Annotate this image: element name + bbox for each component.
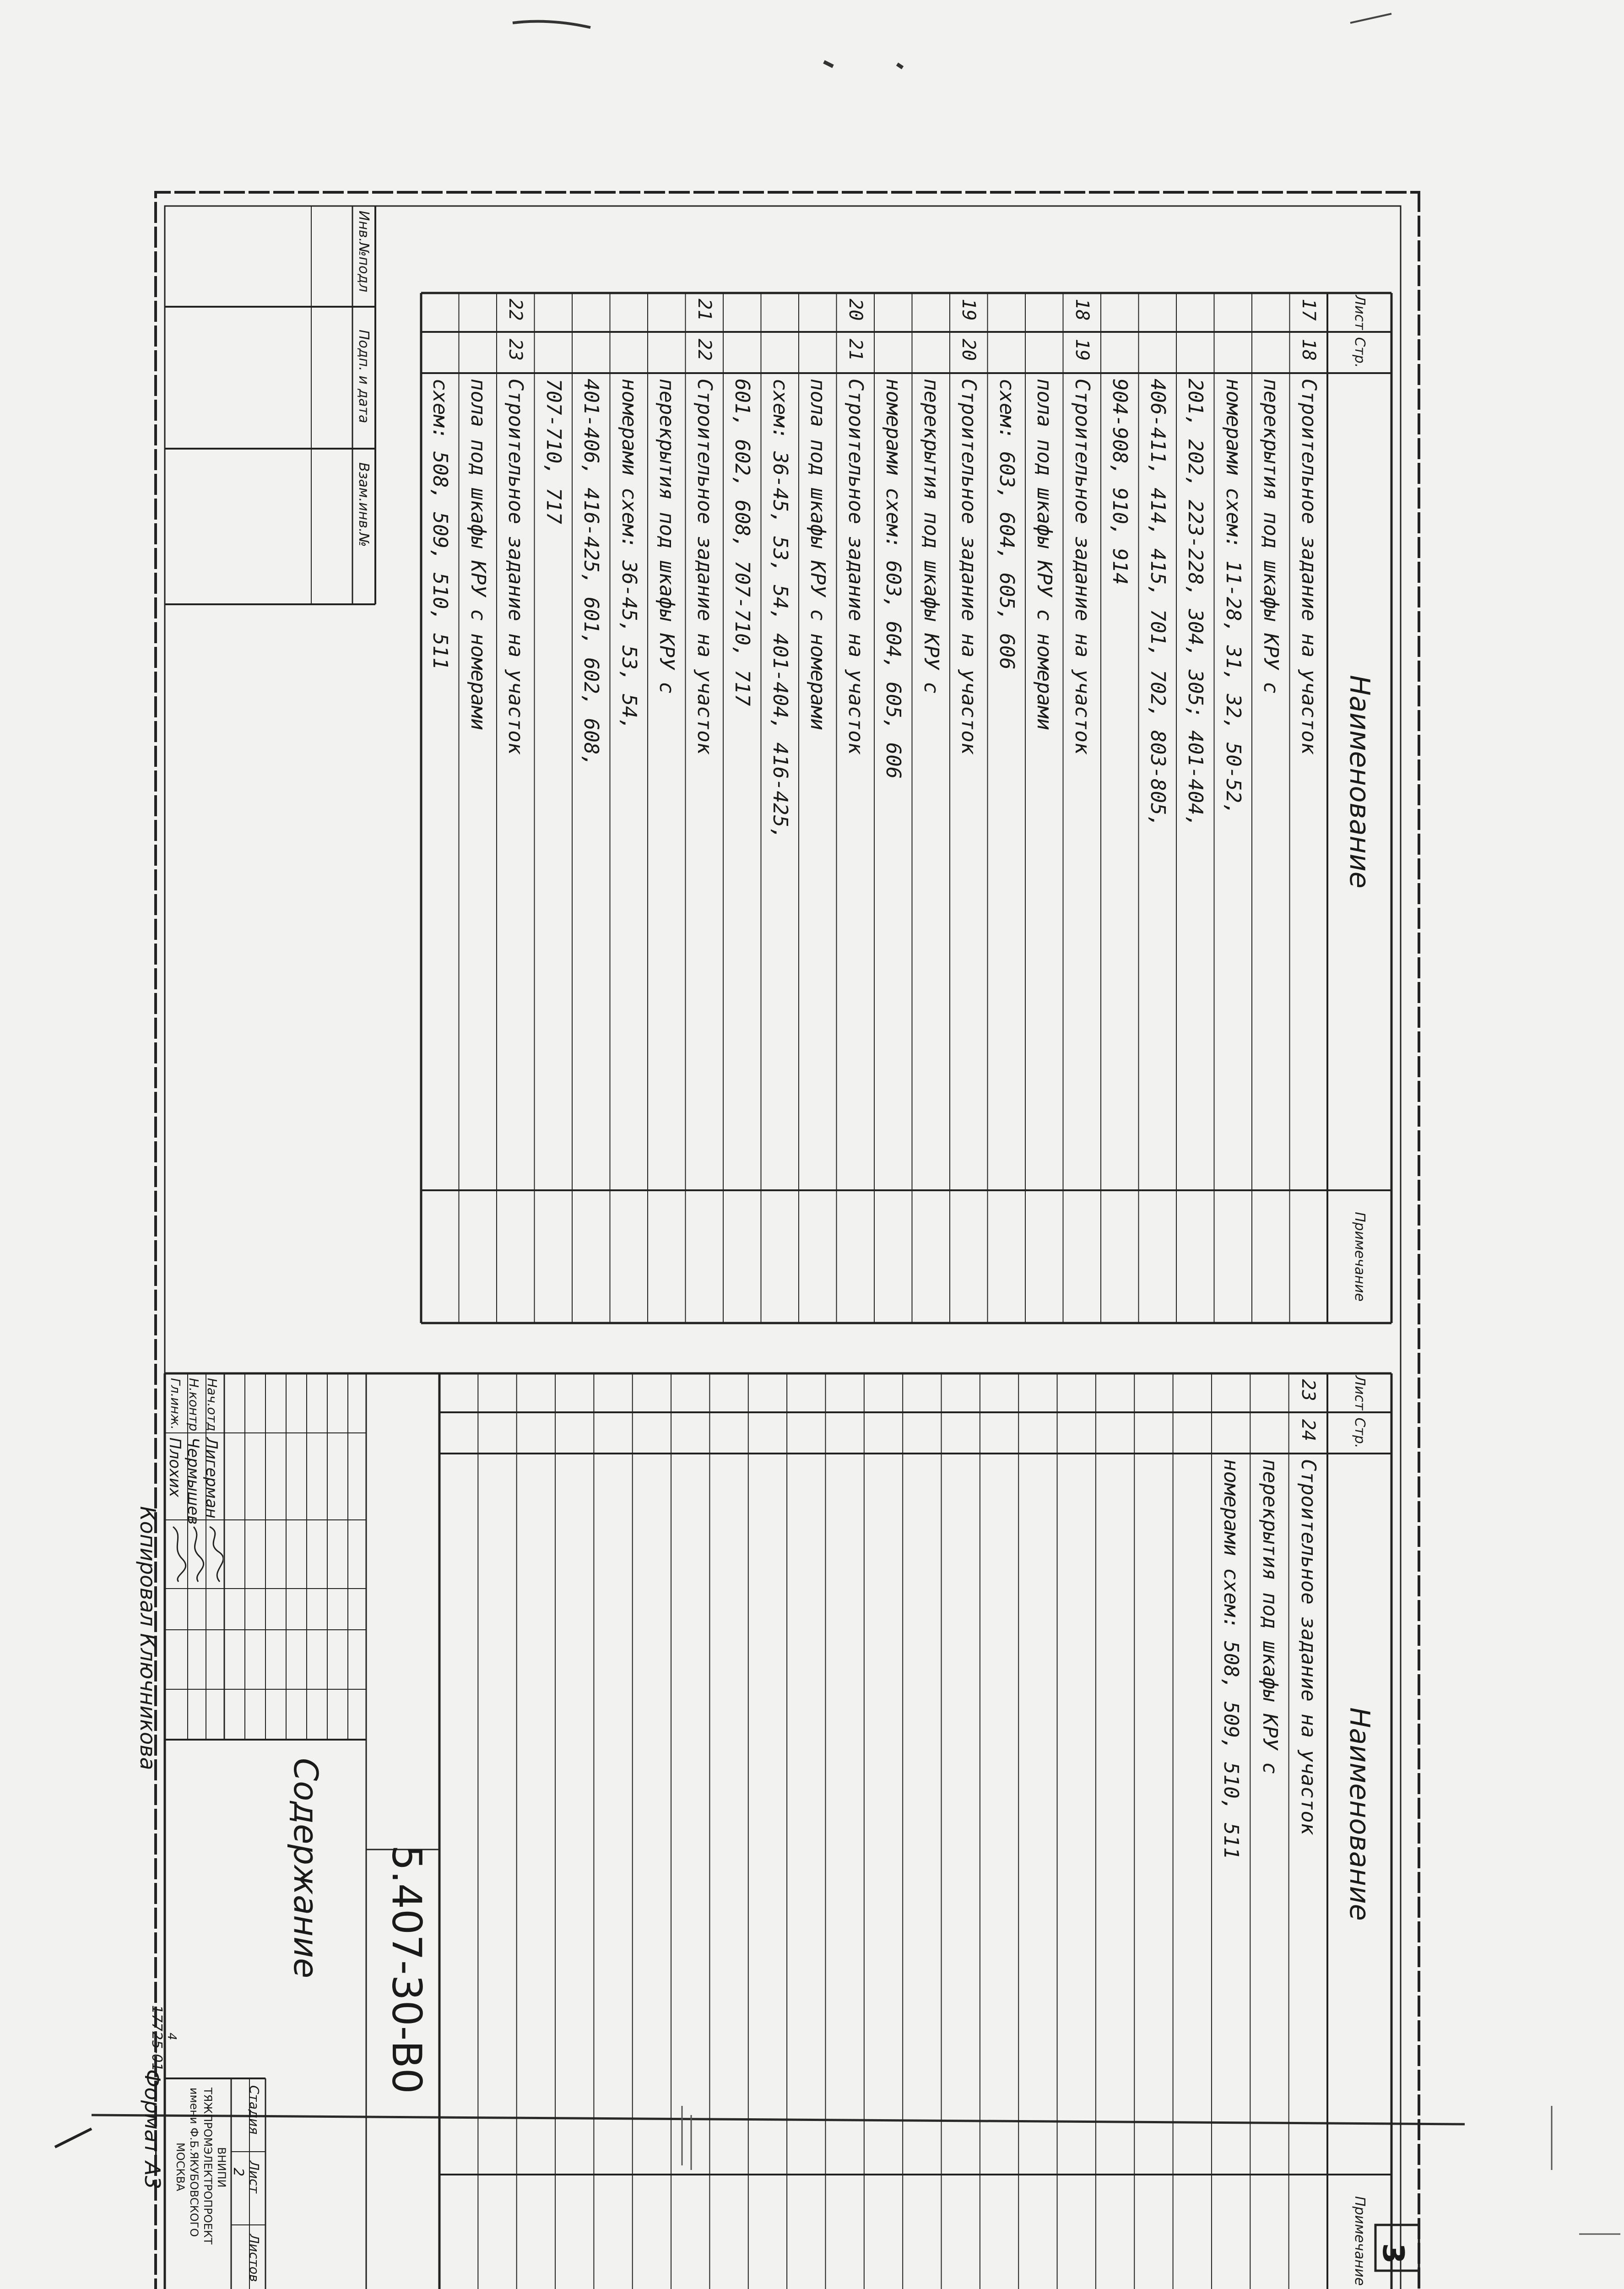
left-row-list [535,293,573,326]
left-row-page: 20 [958,338,980,361]
left-row-name: Строительное задание на участок [1297,379,1321,755]
left-row-name: Строительное задание на участок [693,379,716,755]
left-row-name: пола под шкафы КРУ с номерами [466,379,490,731]
left-row-page [572,332,610,368]
sheet-header: Лист [247,2161,262,2193]
left-row-name: перекрытия под шкафы КРУ с [1259,379,1283,694]
person-role-1: Н.контр [186,1378,201,1432]
left-row-page [1176,332,1214,368]
left-row-list [1176,293,1214,326]
left-row-name: номерами схем: 36-45, 53, 54, [617,379,641,731]
person-name-2: Плохих [166,1437,184,1497]
drawing-sheet [135,192,1428,2289]
left-row-list [459,293,497,326]
left-row-list: 17 [1298,298,1319,321]
sheet-value: 2 [230,2168,246,2177]
left-row-list: 21 [694,298,715,321]
left-row-page [912,332,950,368]
right-row-page: 24 [1298,1419,1319,1442]
left-row-page: 22 [694,338,715,361]
sheets-header: Листов [247,2234,262,2282]
left-row-list [1139,293,1177,326]
left-row-page: 23 [505,338,526,361]
person-role-2: Гл.инж. [168,1378,183,1430]
left-row-name: номерами схем: 603, 604, 605, 606 [882,379,905,779]
order-number: 17725-01 [149,2005,165,2072]
left-row-name: схем: 603, 604, 605, 606 [995,379,1018,670]
left-row-page [1252,332,1290,368]
left-row-name: номерами схем: 11-28, 31, 32, 50-52, [1222,379,1245,815]
sheet-index: 4 [165,2033,179,2040]
doc-code: 5.407-30-В0 [383,1845,430,2094]
org-line-3: МОСКВА [174,2143,187,2191]
left-row-name: перекрытия под шкафы КРУ с [920,379,943,694]
label-inv-podl: Инв.№подл [356,211,372,293]
left-row-list [988,293,1026,326]
left-row-list [799,293,837,326]
right-contents-table [439,1373,1391,2289]
left-row-page: 21 [845,338,866,361]
right-header-note: Примечание [1352,2196,1368,2286]
left-row-page [648,332,686,368]
left-row-name: схем: 36-45, 53, 54, 401-404, 416-425, [769,379,792,840]
left-row-name: 601, 602, 608, 707-710, 717 [731,379,754,706]
stage-header: Стадия [247,2085,262,2135]
left-row-name: 201, 202, 223-228, 304, 305; 401-404, [1184,379,1207,828]
left-row-list [874,293,912,326]
right-row-page [1250,1412,1288,1448]
format-note: Формат А3 [140,2069,165,2189]
left-row-page [1025,332,1063,368]
left-row-list [1025,293,1063,326]
right-row-list [1250,1373,1288,1407]
left-row-list [648,293,686,326]
right-row-name: номерами схем: 508, 509, 510, 511 [1219,1459,1243,1860]
left-row-name: пола под шкафы КРУ с номерами [806,379,830,731]
signature-0 [205,1524,223,1584]
left-row-name: Строительное задание на участок [504,379,528,755]
left-row-page [459,332,497,368]
left-row-page [610,332,648,368]
left-row-page [1214,332,1252,368]
org-line-1: ТЯЖПРОМЭЛЕКТРОПРОЕКТ [201,2088,214,2245]
left-row-list [723,293,761,326]
left-row-page [723,332,761,368]
left-row-list [421,293,459,326]
left-row-list [912,293,950,326]
left-row-page: 19 [1072,338,1093,361]
left-row-name: 401-406, 416-425, 601, 602, 608, [579,379,603,767]
left-header-name: Наименование [1343,675,1375,889]
left-row-list: 18 [1072,298,1093,321]
right-header-page: Стр. [1352,1417,1368,1448]
left-header-note: Примечание [1352,1212,1368,1302]
person-name-1: Чермышев [184,1437,202,1525]
left-row-name: 707-710, 717 [542,379,565,524]
title-block [165,1373,439,2289]
left-row-name: Строительное задание на участок [844,379,867,755]
person-name-0: Лигерман [202,1437,221,1519]
left-row-list [1214,293,1252,326]
right-row-list: 23 [1298,1379,1319,1401]
org-line-0: ВНИПИ [215,2147,228,2188]
right-row-list [1212,1373,1250,1407]
left-row-name: перекрытия под шкафы КРУ с [655,379,679,694]
left-row-list [610,293,648,326]
left-contents-table [421,293,1391,1323]
doc-title: Содержание [287,1758,325,1979]
left-header-list: Лист [1352,295,1368,330]
copier-note: Копировал Ключникова [135,1506,160,1770]
left-row-page [1139,332,1177,368]
label-podp-data: Подп. и дата [356,330,372,423]
left-row-name: схем: 508, 509, 510, 511 [428,379,452,670]
left-row-page [421,332,459,368]
left-header-page: Стр. [1352,337,1368,368]
left-row-name: Строительное задание на участок [1071,379,1094,755]
right-row-name: Строительное задание на участок [1297,1459,1320,1835]
left-row-page [988,332,1026,368]
left-row-list: 20 [845,298,866,321]
left-row-name: пола под шкафы КРУ с номерами [1033,379,1056,731]
org-line-2: имени Ф.Б.ЯКУБОВСКОГО [188,2088,200,2237]
left-row-page [799,332,837,368]
person-role-0: Нач.отд [205,1378,220,1432]
left-row-page [1101,332,1139,368]
left-row-page [535,332,573,368]
right-header-list: Лист [1352,1375,1368,1410]
left-row-page [874,332,912,368]
label-vzam-inv: Взам.инв.№ [356,462,372,547]
right-row-name: перекрытия под шкафы КРУ с [1258,1459,1282,1774]
left-row-list [1101,293,1139,326]
left-row-list: 19 [958,298,980,321]
signature-1 [187,1524,205,1584]
page-number: 3 [1376,2243,1410,2264]
left-row-page: 18 [1298,338,1319,361]
right-row-page [1212,1412,1250,1448]
left-row-name: 904-908, 910, 914 [1108,379,1132,585]
signature-2 [168,1524,187,1584]
left-row-list [761,293,799,326]
left-row-name: Строительное задание на участок [957,379,981,755]
left-row-page [761,332,799,368]
left-row-list: 22 [505,298,526,321]
left-row-name: 406-411, 414, 415, 701, 702, 803-805, [1146,379,1169,828]
left-row-list [1252,293,1290,326]
left-row-list [572,293,610,326]
right-header-name: Наименование [1343,1707,1375,1921]
